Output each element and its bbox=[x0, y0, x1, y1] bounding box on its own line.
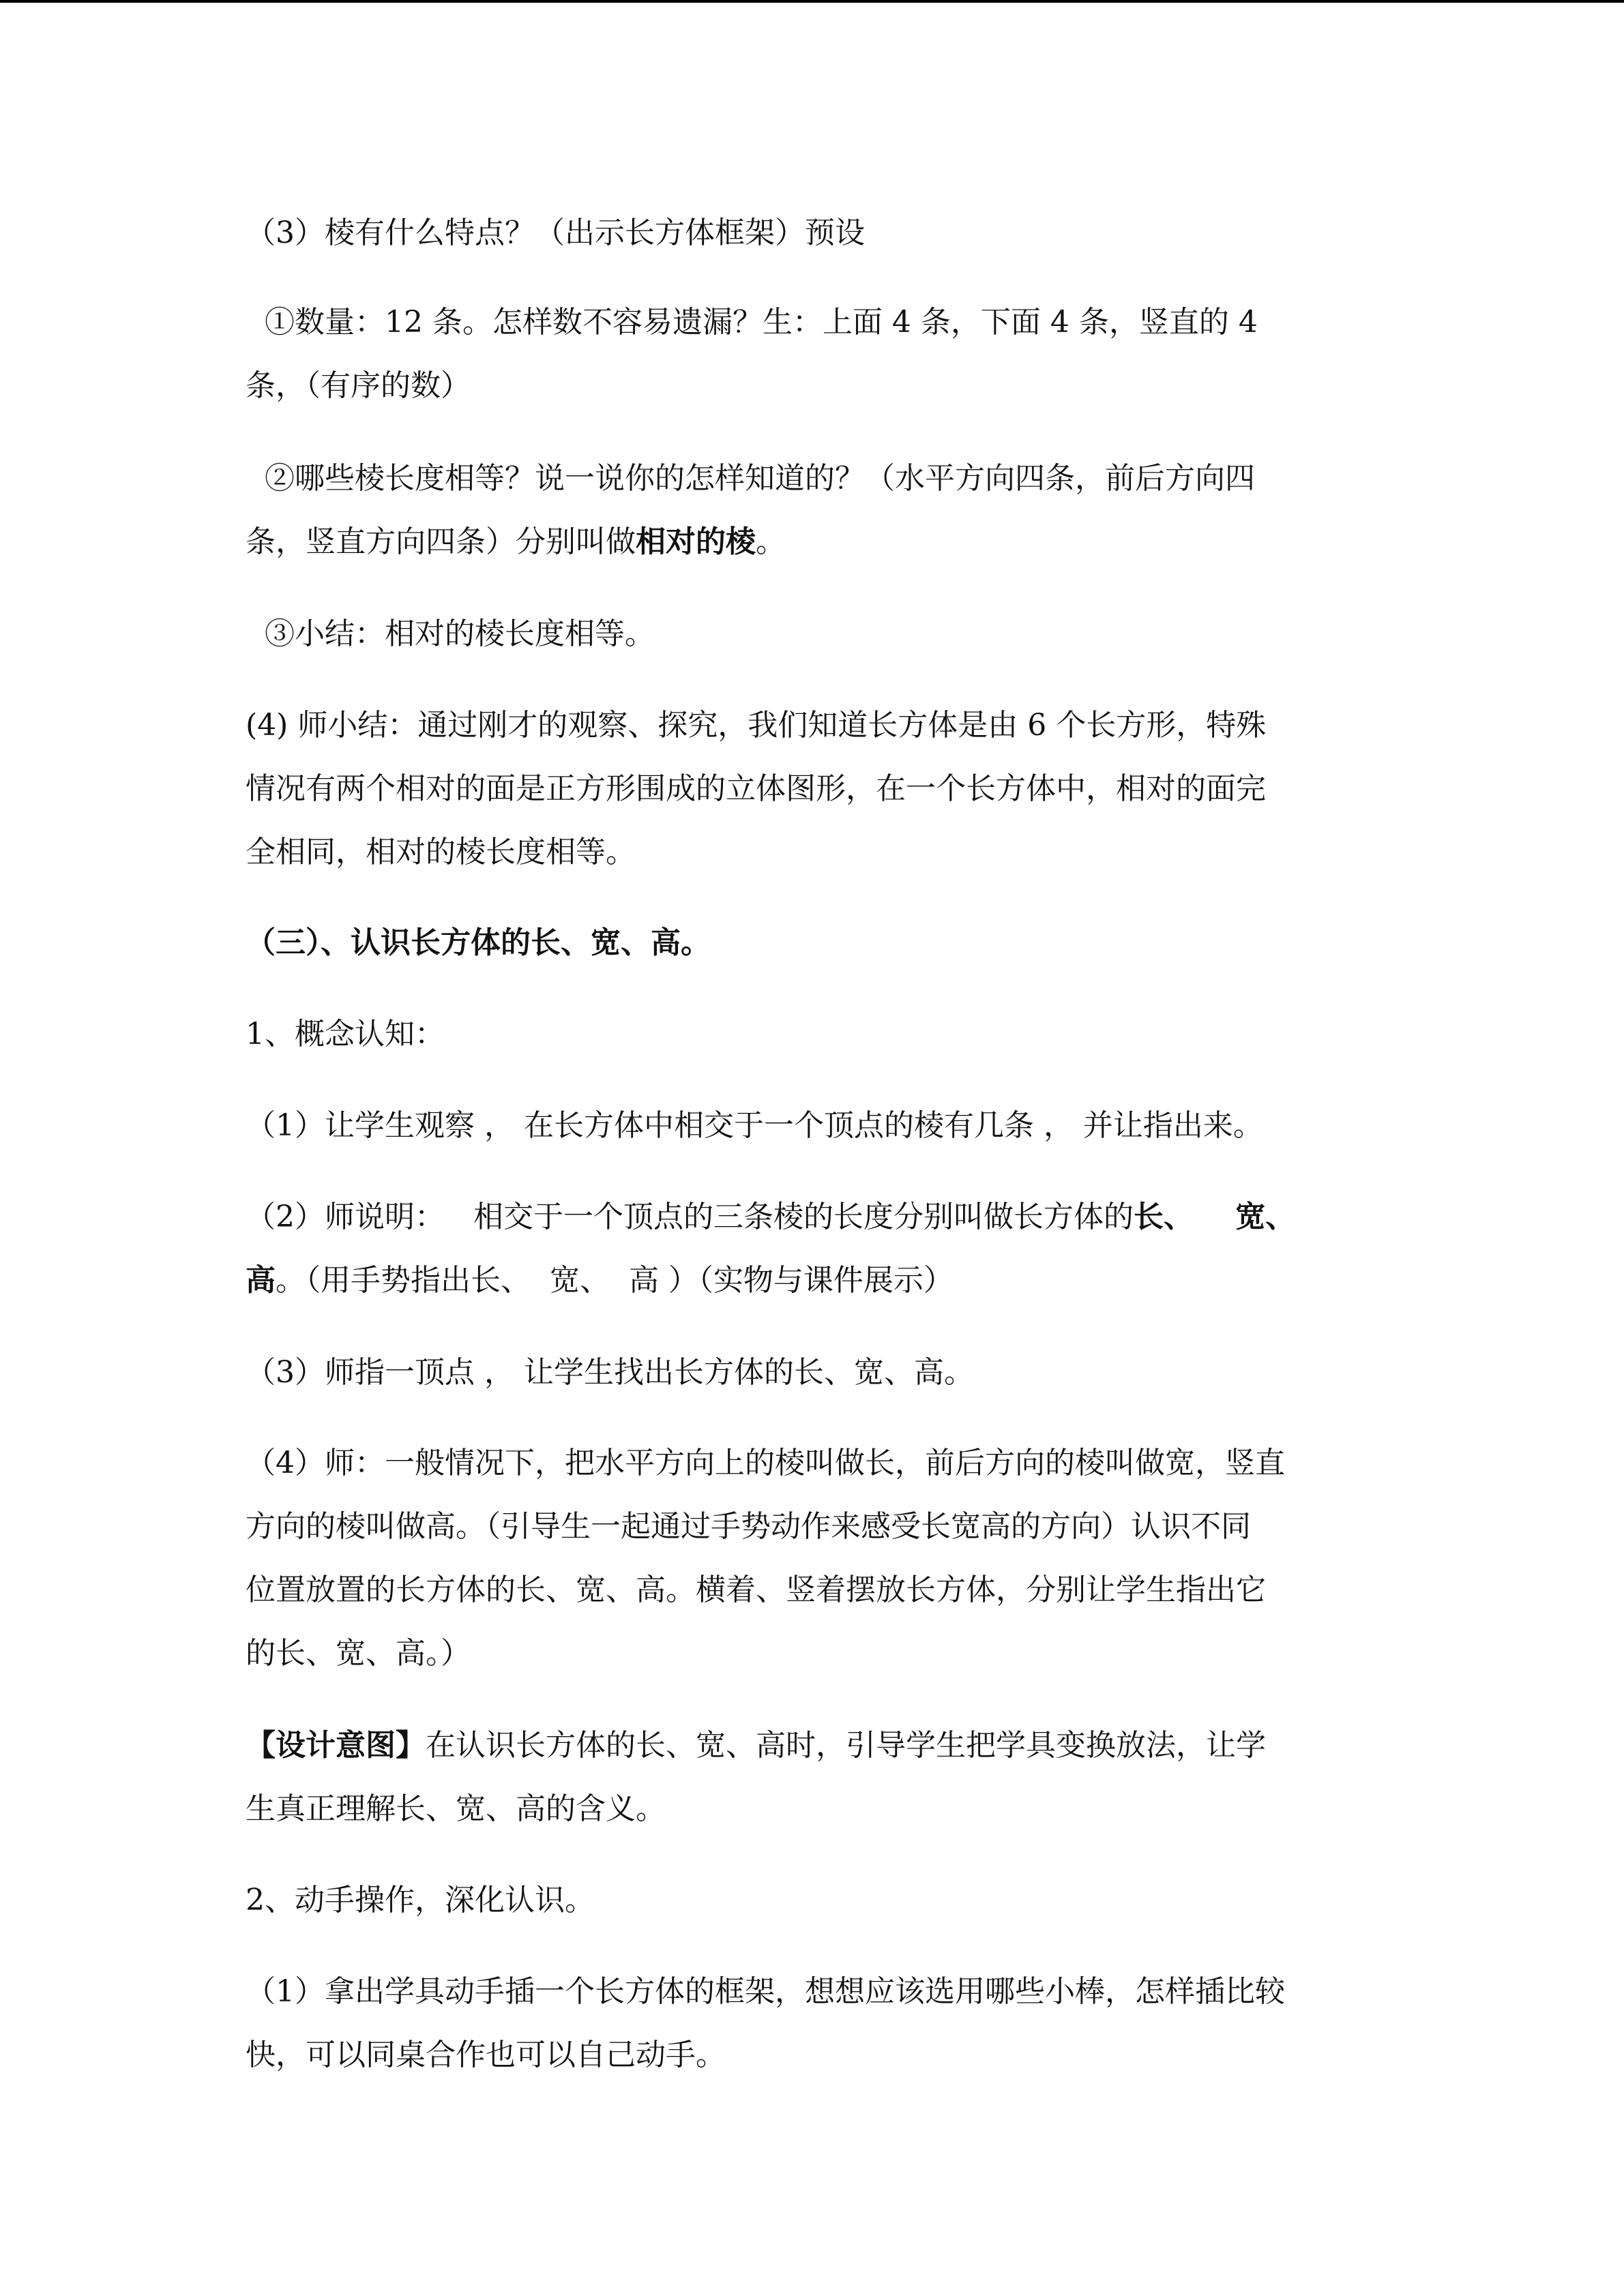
edge-count-paragraph bbox=[246, 305, 1258, 340]
text-line: 2、动手操作，深化认识。 bbox=[246, 1883, 595, 1918]
section-heading bbox=[246, 925, 711, 961]
edge-count-paragraph-cont bbox=[246, 368, 471, 404]
bold-term: 长、 宽、 bbox=[1133, 1199, 1296, 1234]
text-line: （3）棱有什么特点？（出示长方体框架）预设 bbox=[246, 215, 865, 250]
edge-features-question bbox=[246, 215, 865, 251]
text-line: ③小结：相对的棱长度相等。 bbox=[246, 616, 655, 651]
text-line: 在认识长方体的长、宽、高时，引导学生把学具变换放法，让学 bbox=[426, 1728, 1266, 1763]
equal-edges-paragraph bbox=[246, 461, 1255, 496]
step-1-observe bbox=[246, 1108, 1263, 1144]
heading-text: （三）、认识长方体的长、宽、高。 bbox=[246, 925, 711, 960]
step-4-teacher-cont-3 bbox=[246, 1636, 471, 1671]
bold-term: 相对的棱 bbox=[636, 524, 756, 559]
text-line: 位置放置的长方体的长、宽、高。横着、竖着摆放长方体，分别让学生指出它 bbox=[246, 1572, 1266, 1607]
teacher-summary-paragraph bbox=[246, 708, 1266, 743]
text-line: （3）师指一顶点 ， 让学生找出长方体的长、宽、高。 bbox=[246, 1355, 974, 1390]
step-3-point bbox=[246, 1355, 974, 1390]
text-line: 快，可以同桌合作也可以自己动手。 bbox=[246, 2038, 726, 2072]
text-line: 的长、宽、高。） bbox=[246, 1636, 471, 1671]
subsection-concept bbox=[246, 1017, 445, 1052]
text-line: 情况有两个相对的面是正方形围成的立体图形，在一个长方体中，相对的面完 bbox=[246, 771, 1266, 806]
text-line: ②哪些棱长度相等？说一说你的怎样知道的？（水平方向四条，前后方向四 bbox=[246, 461, 1255, 496]
text-line: （2）师说明： 相交于一个顶点的三条棱的长度分别叫做长方体的 bbox=[246, 1199, 1134, 1234]
design-intent-cont bbox=[246, 1791, 666, 1827]
design-intent bbox=[246, 1728, 1266, 1763]
text-line: ①数量：12 条。怎样数不容易遗漏？生：上面 4 条，下面 4 条，竖直的 4 bbox=[246, 305, 1258, 340]
bold-term: 【设计意图】 bbox=[246, 1728, 426, 1763]
text-line: 。 bbox=[756, 524, 786, 559]
text-line: 条，（有序的数） bbox=[246, 368, 471, 403]
text-line: 全相同，相对的棱长度相等。 bbox=[246, 835, 636, 869]
hands-on-step-1-cont bbox=[246, 2038, 726, 2073]
text-line: （4）师：一般情况下，把水平方向上的棱叫做长，前后方向的棱叫做宽，竖直 bbox=[246, 1446, 1285, 1480]
text-line: 。（用手势指出长、 宽、 高 ）（实物与课件展示） bbox=[276, 1263, 954, 1298]
step-4-teacher bbox=[246, 1446, 1285, 1481]
text-line: 生真正理解长、宽、高的含义。 bbox=[246, 1791, 666, 1826]
summary-edges bbox=[246, 616, 655, 652]
text-line: 方向的棱叫做高。（引导生一起通过手势动作来感受长宽高的方向）认识不同 bbox=[246, 1509, 1251, 1544]
bold-term: 高 bbox=[246, 1263, 276, 1298]
text-line: （1）让学生观察 ， 在长方体中相交于一个顶点的棱有几条 ， 并让指出来。 bbox=[246, 1108, 1263, 1143]
text-line: （1）拿出学具动手插一个长方体的框架，想想应该选用哪些小棒，怎样插比较 bbox=[246, 1974, 1285, 2009]
text-line: 1、概念认知： bbox=[246, 1017, 445, 1052]
step-4-teacher-cont-1 bbox=[246, 1509, 1251, 1545]
text-line: 条，竖直方向四条）分别叫做 bbox=[246, 524, 636, 559]
hands-on-step-1 bbox=[246, 1974, 1285, 2010]
step-2-explain-cont bbox=[246, 1263, 954, 1298]
text-line: (4) 师小结：通过刚才的观察、探究，我们知道长方体是由 6 个长方形，特殊 bbox=[246, 708, 1267, 743]
teacher-summary-cont-1 bbox=[246, 771, 1266, 807]
teacher-summary-cont-2 bbox=[246, 835, 636, 870]
step-2-explain bbox=[246, 1199, 1295, 1235]
equal-edges-paragraph-cont bbox=[246, 524, 786, 560]
step-4-teacher-cont-2 bbox=[246, 1572, 1266, 1608]
subsection-hands-on bbox=[246, 1883, 595, 1918]
